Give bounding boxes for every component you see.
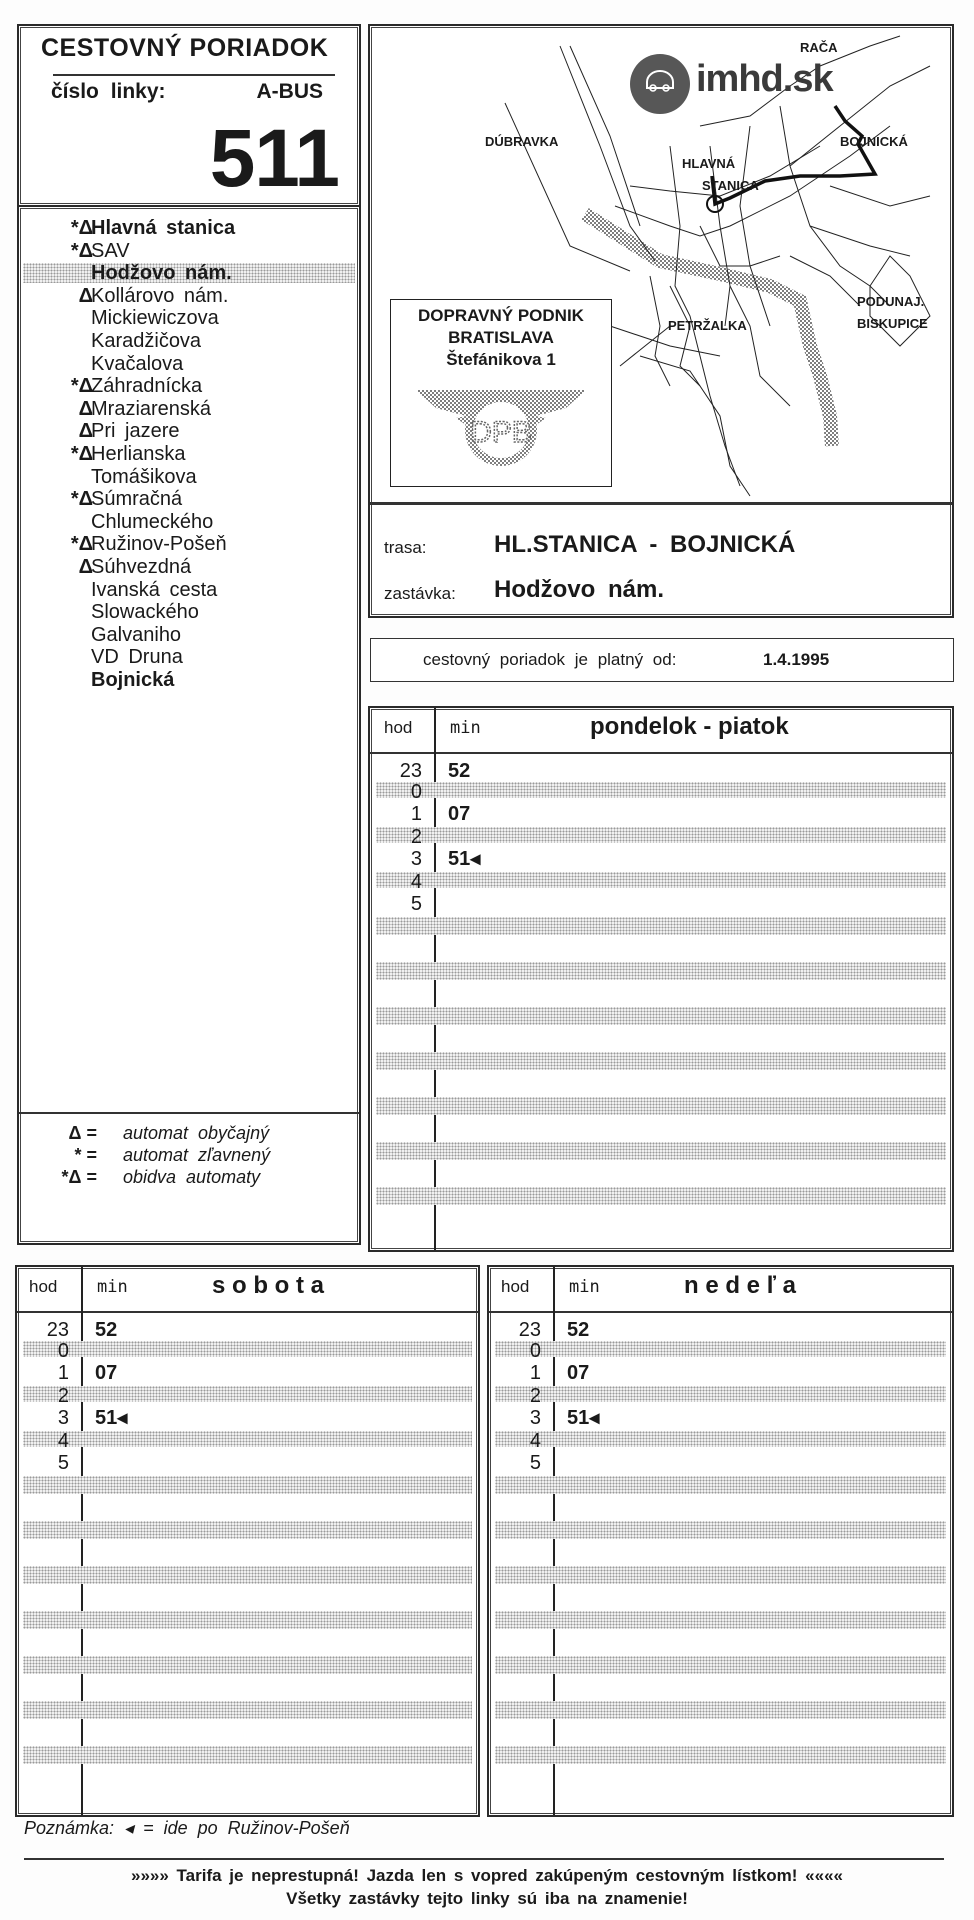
stop-item bbox=[19, 624, 359, 646]
stop-name: Súhvezdná bbox=[91, 556, 192, 578]
hour-cell: 5 bbox=[410, 893, 422, 915]
legend-text: obidva automaty bbox=[123, 1167, 261, 1187]
company-city: BRATISLAVA bbox=[448, 328, 554, 347]
hour-cell: 23 bbox=[399, 760, 422, 782]
row-shading bbox=[23, 1701, 472, 1719]
hour-cell: 3 bbox=[57, 1407, 69, 1429]
timetable-row bbox=[17, 1430, 478, 1452]
day-type-title: pondelok - piatok bbox=[590, 713, 789, 740]
row-shading bbox=[495, 1656, 946, 1674]
minutes-cell: 07 bbox=[567, 1362, 590, 1384]
stop-item bbox=[19, 353, 359, 375]
stop-name: Herlianska bbox=[91, 443, 186, 465]
stop-value: Hodžovo nám. bbox=[494, 576, 665, 603]
timetable-row bbox=[489, 1407, 952, 1429]
row-shading bbox=[376, 1007, 946, 1025]
ticket-machine-symbol: Δ bbox=[78, 397, 93, 420]
stop-name: Karadžičova bbox=[91, 330, 202, 352]
legend-text: automat obyčajný bbox=[123, 1123, 270, 1143]
hour-cell: 0 bbox=[57, 1339, 69, 1362]
map-label-raca: RAČA bbox=[800, 40, 838, 55]
timetable-row bbox=[370, 760, 952, 782]
row-shading bbox=[495, 1746, 946, 1764]
row-shading bbox=[376, 1187, 946, 1205]
hour-cell: 2 bbox=[410, 825, 422, 848]
row-shading bbox=[495, 1521, 946, 1539]
stop-name: Ružinov-Pošeň bbox=[91, 533, 227, 556]
stop-name: Galvaniho bbox=[91, 623, 182, 646]
timetable-weekday bbox=[368, 706, 954, 1252]
stop-name: Súmračná bbox=[91, 488, 183, 511]
stop-item bbox=[19, 533, 359, 555]
minutes-cell: 52 bbox=[567, 1319, 590, 1341]
timetable-row bbox=[370, 803, 952, 825]
stop-item bbox=[19, 285, 359, 307]
hour-cell: 23 bbox=[46, 1319, 69, 1341]
ticket-machine-symbol: *Δ bbox=[70, 239, 93, 262]
footer-divider bbox=[24, 1858, 944, 1860]
stop-item bbox=[19, 240, 359, 262]
stop-item bbox=[19, 307, 359, 329]
timetable-row bbox=[17, 1452, 478, 1474]
timetable-row bbox=[489, 1430, 952, 1452]
hour-column-header: hod bbox=[29, 1277, 58, 1296]
stop-item bbox=[19, 646, 359, 668]
minute-column-header: min bbox=[450, 718, 481, 738]
map-label-stanica: STANICA bbox=[702, 178, 759, 193]
timetable-row bbox=[17, 1407, 478, 1429]
stops-list bbox=[19, 217, 359, 897]
timetable-row bbox=[17, 1362, 478, 1384]
hour-cell: 5 bbox=[529, 1452, 541, 1474]
hour-column-header: hod bbox=[384, 718, 413, 737]
stop-item bbox=[19, 579, 359, 601]
header-divider bbox=[53, 74, 335, 76]
row-shading bbox=[23, 1611, 472, 1629]
stop-name: SAV bbox=[91, 239, 130, 262]
row-shading bbox=[495, 1701, 946, 1719]
stop-item bbox=[19, 217, 359, 239]
stop-item bbox=[19, 601, 359, 623]
stop-name: Kollárovo nám. bbox=[91, 284, 229, 307]
hour-cell: 5 bbox=[57, 1452, 69, 1474]
minute-column-header: min bbox=[97, 1277, 128, 1297]
legend-item bbox=[39, 1144, 359, 1166]
footnote: Poznámka: ◂ = ide po Ružinov-Pošeň bbox=[24, 1818, 350, 1838]
minutes-cell: 52 bbox=[448, 760, 471, 782]
hour-cell: 4 bbox=[529, 1429, 541, 1452]
stop-label: zastávka: bbox=[384, 584, 456, 603]
hour-cell: 2 bbox=[57, 1384, 69, 1407]
row-shading bbox=[23, 1656, 472, 1674]
legend-divider bbox=[19, 1112, 359, 1114]
timetable-sunday bbox=[487, 1265, 954, 1817]
stop-name: Chlumeckého bbox=[91, 510, 214, 533]
stop-item bbox=[19, 488, 359, 510]
stop-name: Hlavná stanica bbox=[91, 217, 236, 239]
hour-cell: 0 bbox=[410, 780, 422, 803]
map-label-podunaj: PODUNAJ. bbox=[857, 294, 925, 309]
timetable-header bbox=[370, 708, 952, 754]
stop-name: Mraziarenská bbox=[91, 397, 212, 420]
map-panel bbox=[368, 24, 954, 618]
stop-name: Ivanská cesta bbox=[91, 578, 218, 601]
stop-name: Tomášikova bbox=[91, 465, 197, 488]
map-label-dubravka: DÚBRAVKA bbox=[485, 134, 559, 149]
legend-text: automat zľavnený bbox=[123, 1145, 271, 1165]
legend-item bbox=[39, 1122, 359, 1144]
timetable-saturday bbox=[15, 1265, 480, 1817]
header-box bbox=[17, 24, 361, 207]
dpb-logo-text: DPB bbox=[470, 416, 532, 449]
timetable-header bbox=[17, 1267, 478, 1313]
hour-cell: 23 bbox=[518, 1319, 541, 1341]
minutes-cell: 52 bbox=[95, 1319, 118, 1341]
ticket-machine-symbol: Δ bbox=[78, 420, 93, 443]
stop-name: Slowackého bbox=[91, 601, 199, 624]
stops-panel bbox=[17, 205, 361, 1245]
timetable-row bbox=[489, 1385, 952, 1407]
hour-cell: 0 bbox=[529, 1339, 541, 1362]
validity-date: 1.4.1995 bbox=[763, 650, 830, 669]
company-box bbox=[390, 299, 612, 487]
row-shading bbox=[495, 1611, 946, 1629]
stop-name: Bojnická bbox=[91, 669, 175, 691]
stop-item bbox=[19, 466, 359, 488]
day-type-title: s o b o t a bbox=[212, 1272, 325, 1299]
stop-name: VD Druna bbox=[91, 646, 183, 669]
timetable-row bbox=[370, 826, 952, 848]
ticket-machine-symbol: *Δ bbox=[70, 443, 93, 465]
ticket-machine-symbol: *Δ bbox=[70, 533, 93, 556]
hour-cell: 1 bbox=[57, 1362, 69, 1384]
timetable-row bbox=[370, 781, 952, 803]
row-shading bbox=[23, 1476, 472, 1494]
day-type-title: n e d e ľ a bbox=[684, 1272, 796, 1299]
stop-item bbox=[19, 420, 359, 442]
map-label-biskupice: BISKUPICE bbox=[857, 316, 928, 331]
timetable-header bbox=[489, 1267, 952, 1313]
stop-item bbox=[19, 669, 359, 691]
legend-item bbox=[39, 1166, 359, 1188]
legend-symbol: *Δ = bbox=[61, 1167, 97, 1187]
hour-cell: 2 bbox=[529, 1384, 541, 1407]
hour-cell: 3 bbox=[410, 848, 422, 870]
imhd-watermark-text: imhd.sk bbox=[696, 58, 833, 100]
hour-column-header: hod bbox=[501, 1277, 530, 1296]
row-shading bbox=[376, 962, 946, 980]
timetable-row bbox=[370, 871, 952, 893]
stop-name: Mickiewiczova bbox=[91, 307, 219, 330]
route-value: HL.STANICA - BOJNICKÁ bbox=[494, 531, 796, 558]
stop-item bbox=[19, 330, 359, 352]
timetable-row bbox=[489, 1452, 952, 1474]
map-label-hlavna: HLAVNÁ bbox=[682, 156, 736, 171]
stop-name: Záhradnícka bbox=[91, 375, 203, 398]
timetable-row bbox=[489, 1362, 952, 1384]
map-label-bojnicka: BOJNICKÁ bbox=[840, 134, 908, 149]
stop-item bbox=[19, 556, 359, 578]
company-address: Štefánikova 1 bbox=[446, 350, 556, 369]
timetable-row bbox=[370, 848, 952, 870]
timetable-row bbox=[17, 1340, 478, 1362]
stop-name: Kvačalova bbox=[91, 352, 184, 375]
minute-column-header: min bbox=[569, 1277, 600, 1297]
row-shading bbox=[23, 1746, 472, 1764]
row-shading bbox=[376, 1097, 946, 1115]
row-shading bbox=[23, 1566, 472, 1584]
line-number-label: číslo linky: bbox=[51, 80, 166, 103]
route-label: trasa: bbox=[384, 538, 427, 557]
minutes-cell: 07 bbox=[448, 803, 471, 825]
hour-cell: 1 bbox=[529, 1362, 541, 1384]
ticket-machine-symbol: *Δ bbox=[70, 217, 93, 239]
validity-box bbox=[370, 638, 954, 682]
request-stop-notice: Všetky zastávky tejto linky sú iba na znamenie! bbox=[286, 1889, 688, 1908]
hour-cell: 1 bbox=[410, 803, 422, 825]
hour-cell: 4 bbox=[410, 870, 422, 893]
stop-item-current bbox=[19, 262, 359, 284]
row-shading bbox=[495, 1476, 946, 1494]
row-shading bbox=[495, 1566, 946, 1584]
vehicle-type: A-BUS bbox=[256, 80, 323, 103]
timetable-row bbox=[489, 1340, 952, 1362]
map-divider bbox=[370, 502, 952, 505]
ticket-machine-symbol: *Δ bbox=[70, 488, 93, 511]
legend-symbol: Δ = bbox=[68, 1123, 97, 1143]
minutes-cell: 07 bbox=[95, 1362, 118, 1384]
imhd-logo bbox=[630, 54, 690, 114]
stop-name: Hodžovo nám. bbox=[91, 262, 232, 285]
stop-item bbox=[19, 398, 359, 420]
timetable-row bbox=[17, 1385, 478, 1407]
stop-item bbox=[19, 443, 359, 465]
validity-label: cestovný poriadok je platný od: bbox=[423, 650, 677, 669]
row-shading bbox=[376, 1142, 946, 1160]
dpb-logo bbox=[416, 388, 586, 470]
legend bbox=[19, 1122, 359, 1222]
line-number: 511 bbox=[209, 113, 339, 204]
ticket-machine-symbol: Δ bbox=[78, 284, 93, 307]
map-label-petrzalka: PETRŽALKA bbox=[668, 318, 747, 333]
stop-item bbox=[19, 511, 359, 533]
timetable-row bbox=[17, 1319, 478, 1341]
minutes-cell: 51◂ bbox=[448, 848, 481, 870]
row-shading bbox=[376, 917, 946, 935]
timetable-row bbox=[370, 893, 952, 915]
hour-cell: 4 bbox=[57, 1429, 69, 1452]
legend-symbol: * = bbox=[74, 1145, 97, 1165]
company-name: DOPRAVNÝ PODNIK bbox=[418, 306, 584, 325]
minutes-cell: 51◂ bbox=[95, 1407, 128, 1429]
timetable-row bbox=[489, 1319, 952, 1341]
timetable-title: CESTOVNÝ PORIADOK bbox=[41, 34, 329, 62]
minutes-cell: 51◂ bbox=[567, 1407, 600, 1429]
row-shading bbox=[23, 1521, 472, 1539]
ticket-machine-symbol: Δ bbox=[78, 556, 93, 578]
stop-name: Pri jazere bbox=[91, 420, 180, 443]
hour-cell: 3 bbox=[529, 1407, 541, 1429]
ticket-machine-symbol: *Δ bbox=[70, 375, 93, 398]
stop-item bbox=[19, 375, 359, 397]
row-shading bbox=[376, 1052, 946, 1070]
tariff-notice: »»»» Tarifa je neprestupná! Jazda len s vopred zakúpeným cestovným lístkom! «««« bbox=[130, 1866, 843, 1885]
